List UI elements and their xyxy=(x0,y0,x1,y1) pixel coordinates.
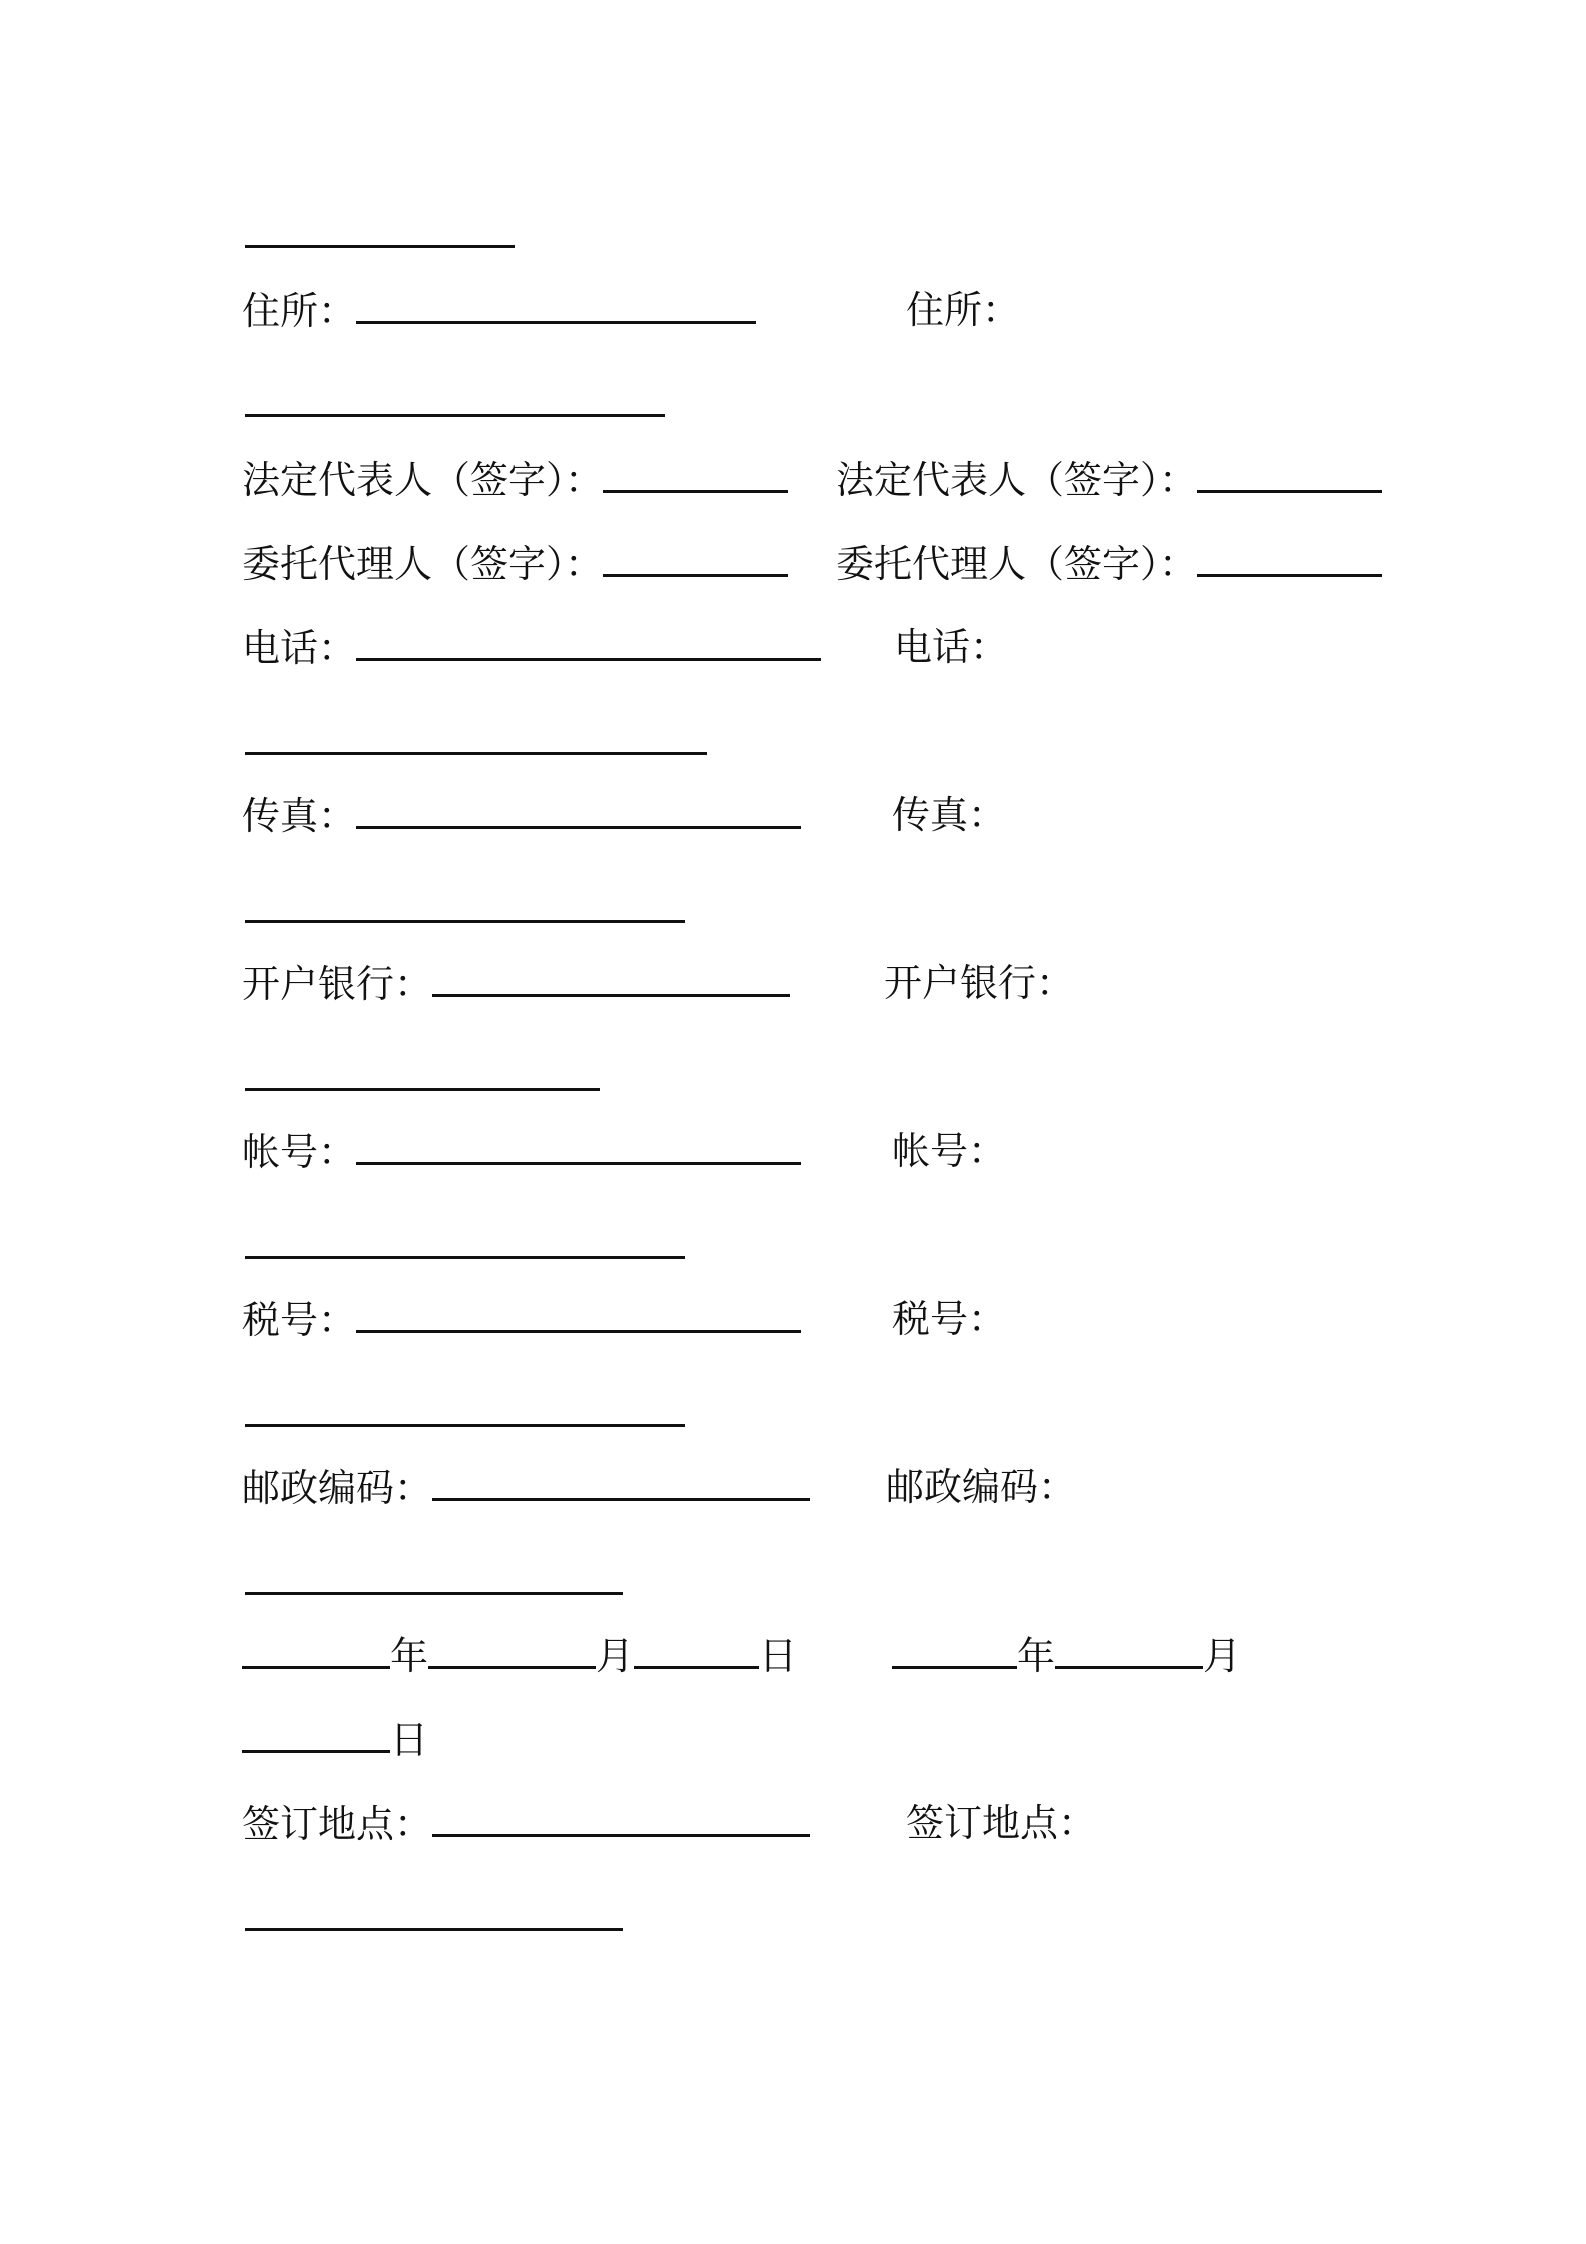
field-fax-left xyxy=(242,790,801,841)
field-bank-left xyxy=(242,958,790,1009)
blank-line xyxy=(242,1630,390,1669)
blank-line xyxy=(245,752,707,755)
blank-line xyxy=(245,414,665,417)
blank-line xyxy=(245,1088,600,1091)
field-label: 法定代表人（签字）： xyxy=(836,458,1198,502)
field-fax-right xyxy=(892,790,1006,840)
blank-line xyxy=(428,1630,596,1669)
field-phone-left xyxy=(242,622,821,673)
blank-line xyxy=(356,1294,801,1333)
field-account-right xyxy=(892,1126,1006,1176)
blank-line xyxy=(634,1630,759,1669)
field-label: 住所： xyxy=(906,288,1021,332)
field-label: 开户银行： xyxy=(242,962,433,1006)
field-account-left xyxy=(242,1126,801,1177)
field-residence-left xyxy=(242,285,756,336)
field-agent-left xyxy=(242,538,788,589)
field-date-right xyxy=(892,1630,1241,1681)
field-label: 住所： xyxy=(242,289,357,333)
field-label: 开户银行： xyxy=(884,961,1075,1005)
blank-line xyxy=(432,1462,810,1501)
date-day-label: 日 xyxy=(759,1634,798,1678)
field-label: 法定代表人（签字）： xyxy=(242,458,604,502)
blank-line xyxy=(245,1424,685,1427)
blank-line xyxy=(892,1630,1017,1669)
field-label: 电话： xyxy=(894,625,1009,669)
field-label: 委托代理人（签字）： xyxy=(836,542,1198,586)
blank-line xyxy=(356,285,756,324)
field-residence-right xyxy=(906,285,1020,335)
field-sign-place-left xyxy=(242,1798,810,1849)
blank-line xyxy=(356,790,801,829)
blank-line xyxy=(245,1592,623,1595)
date-month-label: 月 xyxy=(596,1634,635,1678)
blank-line xyxy=(1055,1630,1203,1669)
field-label: 邮政编码： xyxy=(242,1466,433,1510)
field-postcode-left xyxy=(242,1462,810,1513)
field-label: 税号： xyxy=(242,1298,357,1342)
field-agent-right xyxy=(836,538,1382,589)
field-tax-left xyxy=(242,1294,801,1345)
field-date-right-day xyxy=(242,1714,428,1765)
field-label: 传真： xyxy=(892,793,1007,837)
date-year-label: 年 xyxy=(390,1634,429,1678)
blank-line xyxy=(432,958,790,997)
blank-line xyxy=(242,1714,390,1753)
field-bank-right xyxy=(884,958,1074,1008)
field-label: 帐号： xyxy=(892,1129,1007,1173)
field-postcode-right xyxy=(886,1462,1076,1512)
blank-line xyxy=(432,1798,810,1837)
blank-line xyxy=(603,538,788,577)
field-label: 签订地点： xyxy=(242,1802,433,1846)
field-date-left xyxy=(242,1630,797,1681)
field-label: 邮政编码： xyxy=(886,1465,1077,1509)
blank-line xyxy=(356,622,821,661)
blank-line xyxy=(1197,454,1382,493)
blank-line xyxy=(1197,538,1382,577)
date-year-label: 年 xyxy=(1017,1634,1056,1678)
field-legal-rep-right xyxy=(836,454,1382,505)
blank-line xyxy=(245,1256,685,1259)
blank-line xyxy=(245,1928,623,1931)
field-label: 税号： xyxy=(892,1297,1007,1341)
field-label: 签订地点： xyxy=(906,1801,1097,1845)
blank-line xyxy=(356,1126,801,1165)
field-phone-right xyxy=(894,622,1008,672)
field-legal-rep-left xyxy=(242,454,788,505)
field-label: 委托代理人（签字）： xyxy=(242,542,604,586)
field-tax-right xyxy=(892,1294,1006,1344)
field-label: 传真： xyxy=(242,794,357,838)
date-day-label: 日 xyxy=(390,1718,429,1762)
blank-line xyxy=(245,920,685,923)
field-label: 帐号： xyxy=(242,1130,357,1174)
blank-line xyxy=(245,245,515,248)
date-month-label: 月 xyxy=(1203,1634,1242,1678)
field-label: 电话： xyxy=(242,626,357,670)
field-sign-place-right xyxy=(906,1798,1096,1848)
blank-line xyxy=(603,454,788,493)
